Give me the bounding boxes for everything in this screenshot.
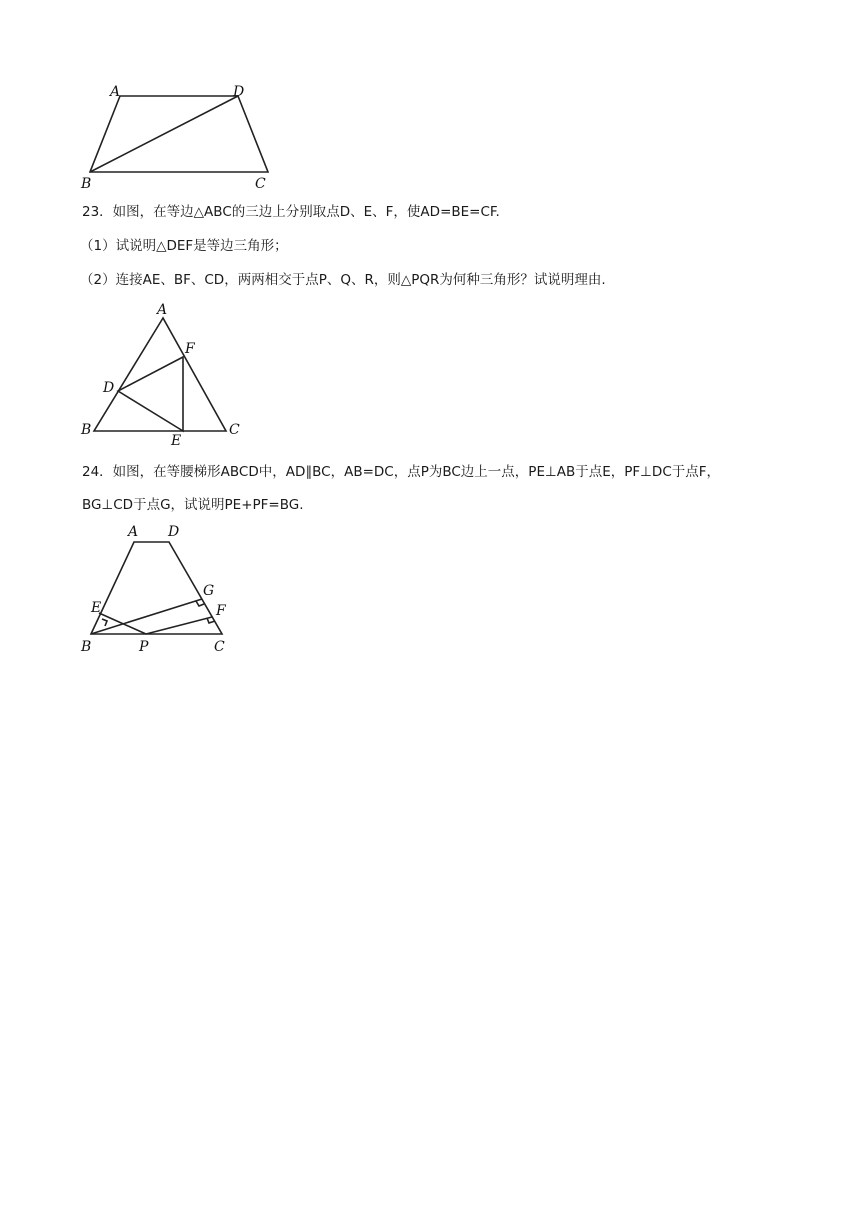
- problem-23-part-2: （2）连接AE、BF、CD，两两相交于点P、Q、R，则△PQR为何种三角形？试说明理由.: [80, 272, 606, 288]
- label-b: B: [81, 176, 92, 192]
- triangle-abc: [94, 318, 226, 431]
- trapezoid-figure-24: [75, 520, 245, 660]
- right-angle-e: [102, 619, 107, 626]
- label-a: A: [128, 524, 139, 540]
- problem-23-part-1: （1）试说明△DEF是等边三角形；: [80, 238, 288, 254]
- trapezoid-figure-22: [75, 80, 285, 195]
- label-b: B: [81, 639, 92, 655]
- problem-24-line-2: BG⊥CD于点G，试说明PE+PF=BG.: [82, 497, 304, 513]
- label-a: A: [110, 84, 121, 100]
- label-e: E: [91, 600, 102, 616]
- label-d: D: [233, 84, 245, 100]
- label-f: F: [185, 341, 195, 357]
- trapezoid-outline: [90, 96, 268, 172]
- label-b: B: [81, 422, 92, 438]
- label-f: F: [216, 603, 226, 619]
- label-a: A: [157, 302, 168, 318]
- problem-23-stem: 23．如图，在等边△ABC的三边上分别取点D、E、F，使AD=BE=CF.: [82, 204, 500, 220]
- label-c: C: [229, 422, 240, 438]
- triangle-def: [118, 357, 183, 431]
- problem-24-line-1: 24．如图，在等腰梯形ABCD中，AD∥BC，AB=DC，点P为BC边上一点，PE⊥AB于点E，PF⊥DC于点F，: [82, 464, 721, 480]
- label-e: E: [171, 433, 182, 449]
- label-d: D: [168, 524, 180, 540]
- diagonal-bd: [90, 96, 238, 172]
- label-c: C: [214, 639, 225, 655]
- label-g: G: [203, 583, 215, 599]
- label-c: C: [255, 176, 266, 192]
- label-d: D: [103, 380, 115, 396]
- triangle-figure-23: [75, 300, 250, 448]
- segment-pf: [146, 617, 212, 634]
- label-p: P: [139, 639, 149, 655]
